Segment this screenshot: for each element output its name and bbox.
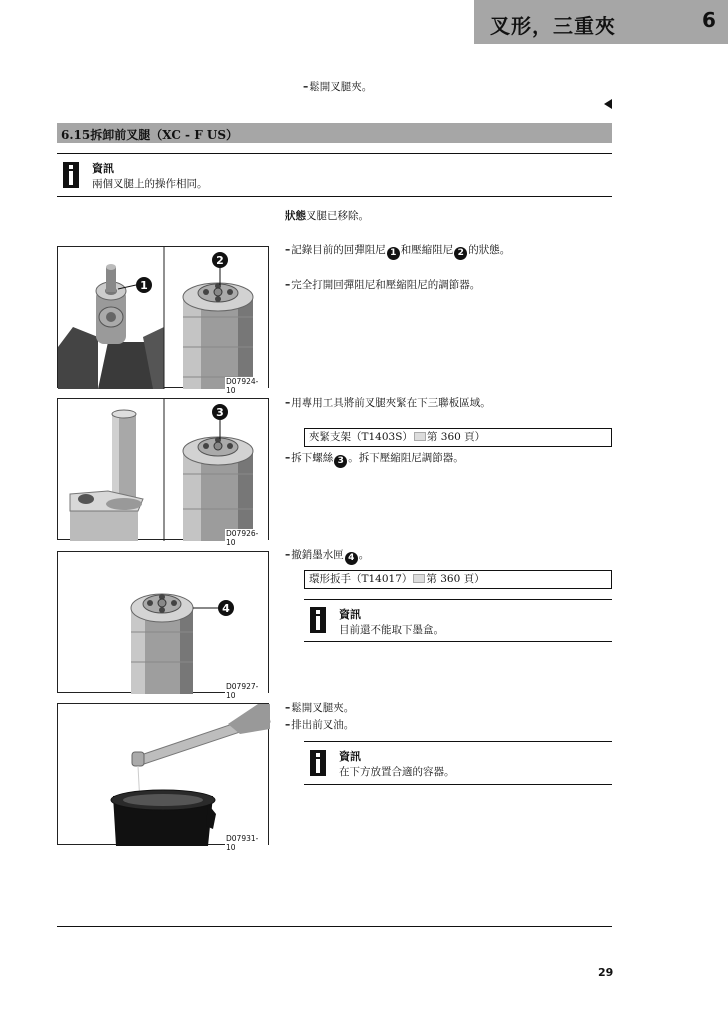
figure-code: D07924-10: [225, 377, 268, 395]
callout-1-badge: 1: [387, 247, 400, 260]
step-remove-cartridge: –撤銷墨水匣 4 。: [285, 549, 370, 563]
chapter-number: 6: [702, 8, 716, 32]
condition-line: 狀態叉腿已移除。: [285, 210, 369, 222]
callout-2-badge: 2: [454, 247, 467, 260]
divider: [304, 599, 612, 600]
step-open-adjusters: –完全打開回彈阻尼和壓縮阻尼的調節器。: [285, 279, 481, 291]
figure-callout-4: 4: [222, 602, 230, 615]
tool-reference-2: 環形扳手（T14017） 第 360 頁）: [304, 570, 612, 589]
step-record-damping: –記錄目前的回彈阻尼 1 和壓縮阻尼 2 的狀態。: [285, 244, 511, 258]
tool-reference-1: 夾緊支架（T1403S） 第 360 頁）: [304, 428, 612, 447]
book-icon: [414, 432, 426, 441]
footer-divider: [57, 926, 612, 927]
figure-code: D07926-10: [225, 529, 268, 547]
step-remove-screw: –拆下螺絲 3 。拆下壓縮阻尼調節器。: [285, 452, 464, 466]
page-number: 29: [598, 966, 614, 979]
figure-callout-2: 2: [216, 254, 224, 267]
step-loosen-clamp: –鬆開叉腿夾。: [285, 702, 355, 714]
figure-fork-clamped: [57, 398, 269, 547]
info-text: 兩個叉腿上的操作相同。: [92, 178, 208, 190]
figure-fork-cartridge: [57, 551, 269, 700]
divider: [304, 741, 612, 742]
figure-callout-1: 1: [140, 279, 148, 292]
step-clamp-fork: –用專用工具將前叉腿夾緊在下三聯板區域。: [285, 397, 491, 409]
step-loosen-clamp-top: –鬆開叉腿夾。: [303, 81, 373, 93]
divider: [304, 641, 612, 642]
callout-4-badge: 4: [345, 552, 358, 565]
info-label: 資訊: [339, 750, 361, 763]
info-label: 資訊: [92, 162, 114, 175]
chapter-title: 叉形，三重夾: [490, 14, 616, 38]
end-of-procedure-icon: [604, 99, 612, 109]
divider: [304, 784, 612, 785]
info-label: 資訊: [339, 608, 361, 621]
info-icon: [63, 162, 79, 188]
step-drain-oil: –排出前叉油。: [285, 719, 355, 731]
info-text: 目前還不能取下墨盒。: [339, 624, 444, 636]
figure-drain-oil: [57, 703, 269, 852]
figure-fork-top-adjusters: [57, 246, 269, 395]
figure-code: D07931-10: [225, 834, 268, 852]
callout-3-badge: 3: [334, 455, 347, 468]
divider: [57, 153, 612, 154]
figure-code: D07927-10: [225, 682, 268, 700]
info-text: 在下方放置合適的容器。: [339, 766, 455, 778]
book-icon: [413, 574, 425, 583]
divider: [57, 196, 612, 197]
info-icon: [310, 750, 326, 776]
info-icon: [310, 607, 326, 633]
figure-callout-3: 3: [216, 406, 224, 419]
section-title: 6.15拆卸前叉腿（XC - F US）: [61, 128, 239, 142]
